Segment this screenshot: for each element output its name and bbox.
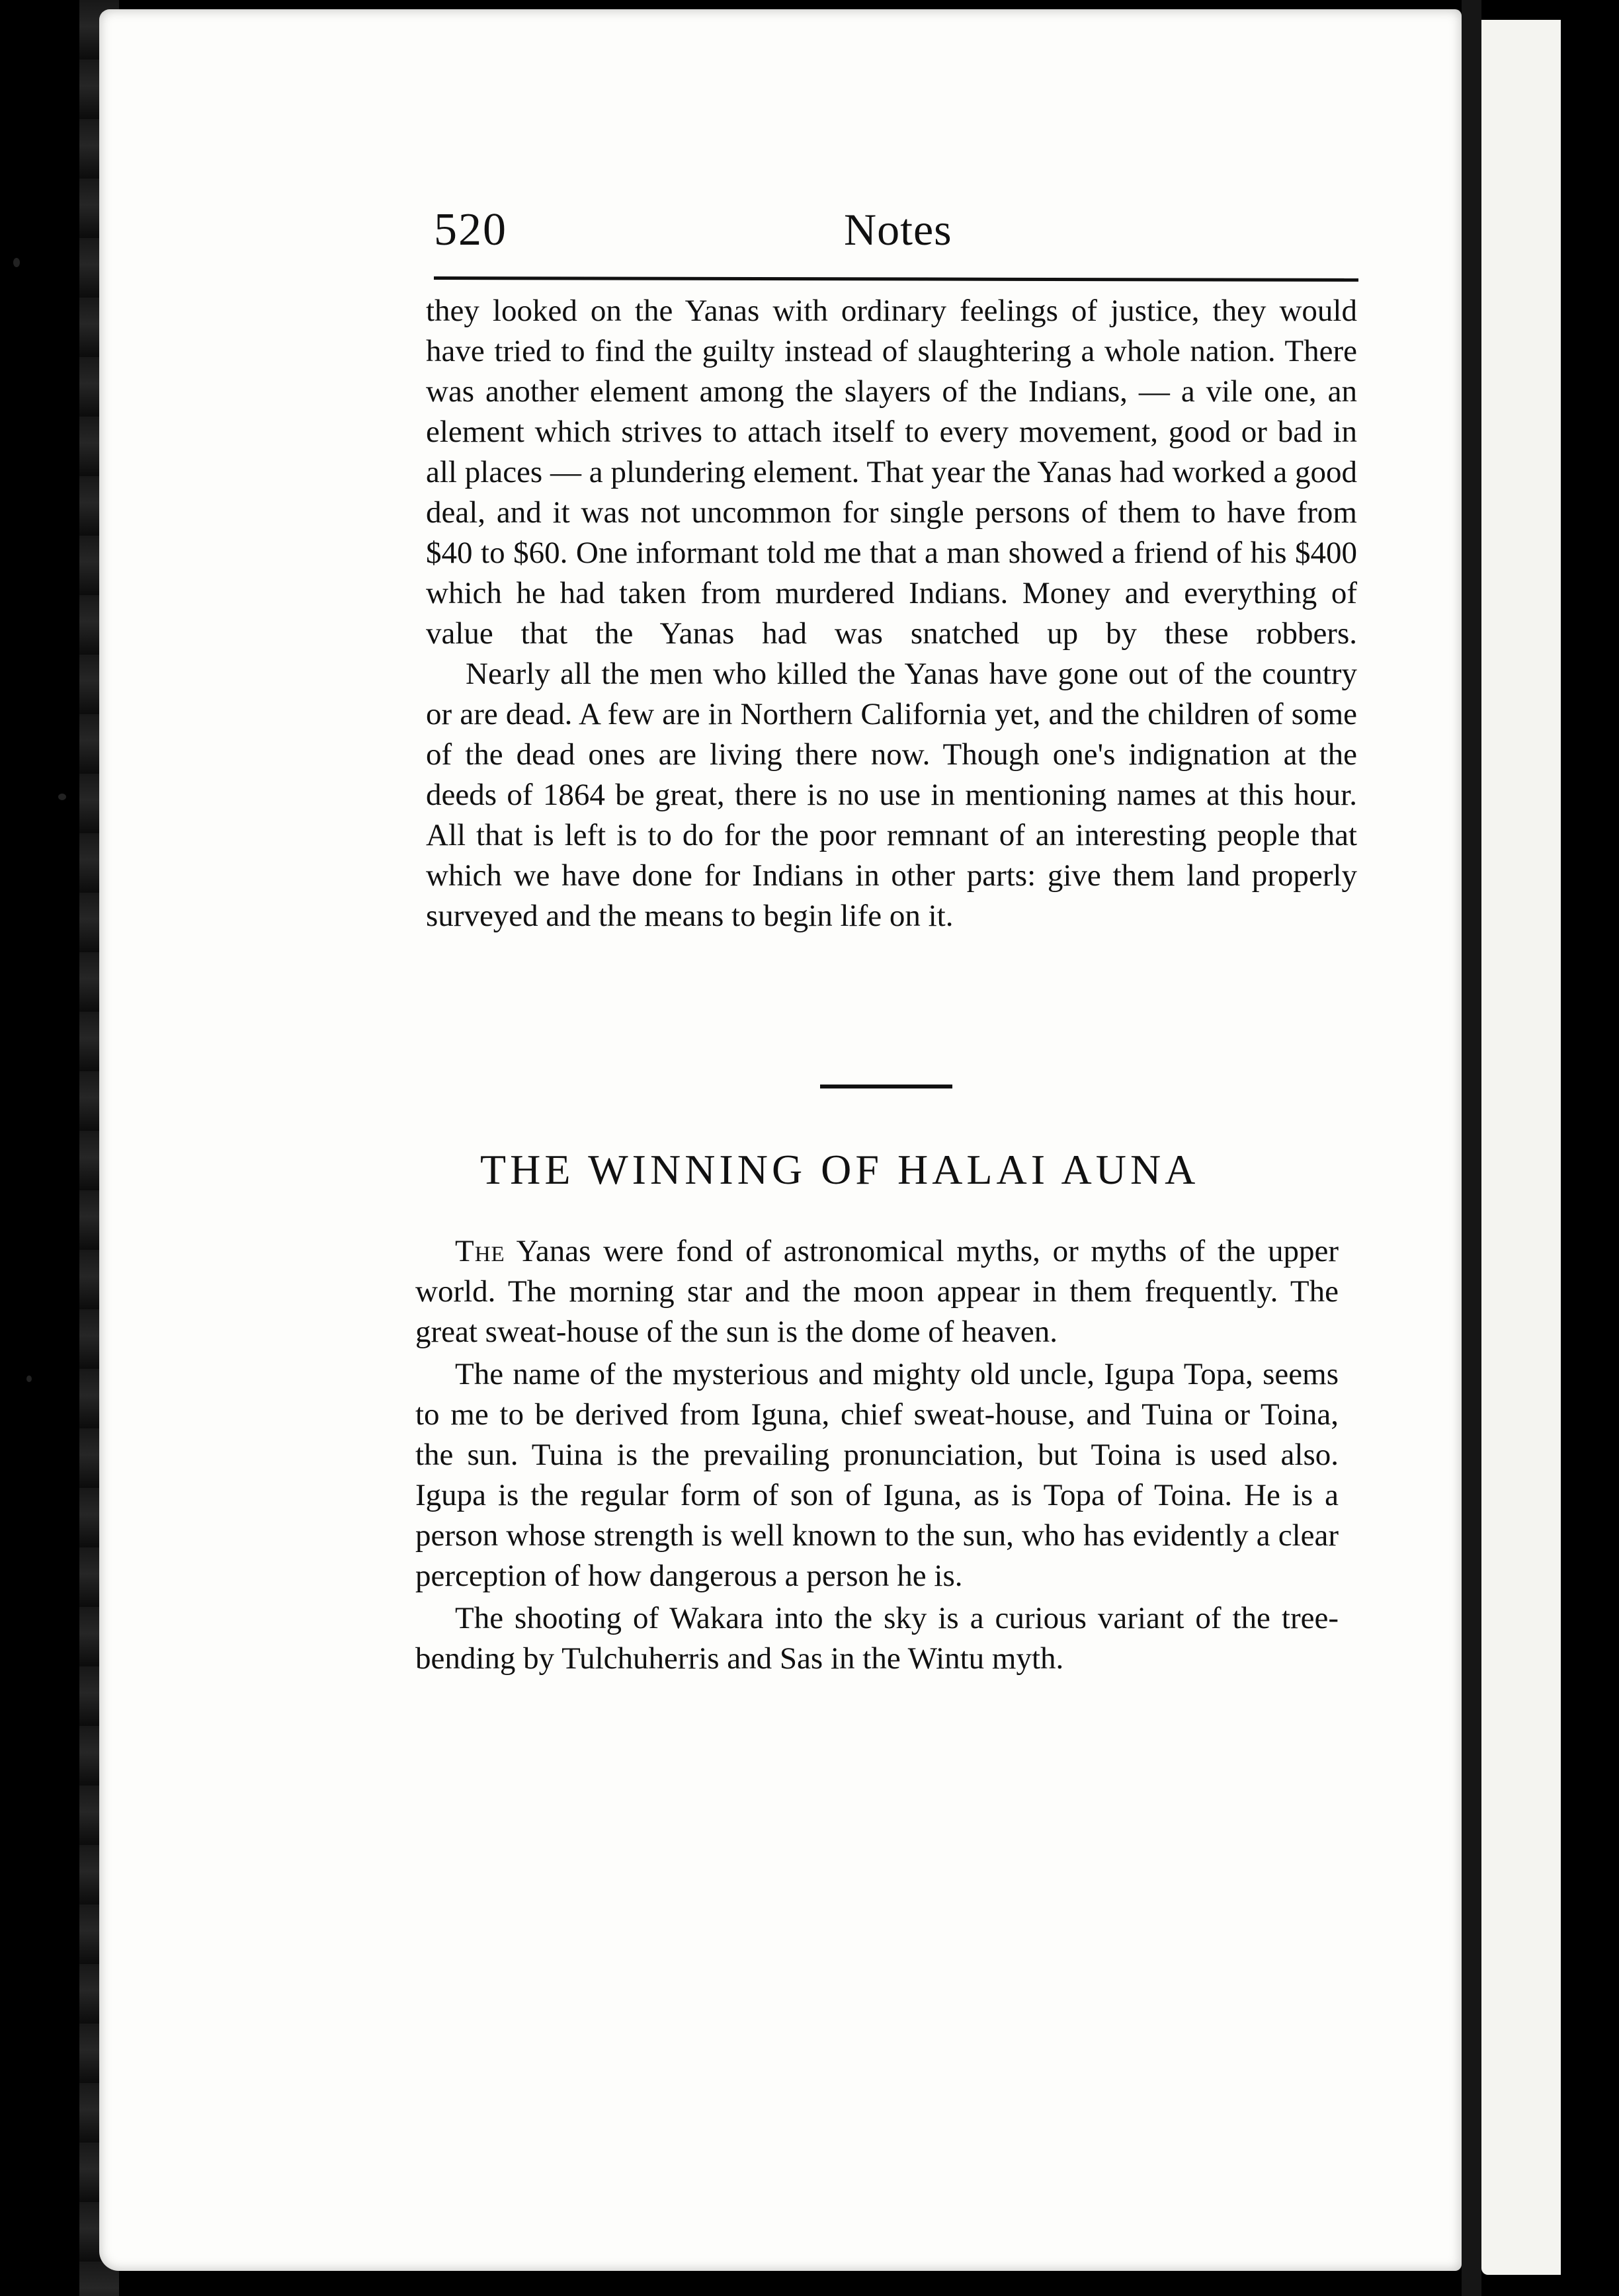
notes-continuation-text (426, 291, 1357, 936)
paragraph-text: Yanas were fond of astronomical myths, or myths of the upper world. The morning star and the moon appear in them frequently. The great sweat-house of the sun is the dome of heaven. (415, 1234, 1339, 1349)
margin-speck (26, 1375, 32, 1382)
paragraph (415, 1231, 1339, 1352)
section-divider (820, 1085, 952, 1088)
paragraph: The shooting of Wakara into the sky is a curious variant of the tree-bending by Tulchuherris and Sas in the Wintu myth. (415, 1601, 1339, 1676)
page-number: 520 (434, 204, 507, 255)
section-body-text (415, 1231, 1339, 1681)
gutter-shadow (1462, 0, 1481, 2296)
margin-speck (58, 794, 66, 800)
running-head: Notes (844, 204, 952, 255)
paragraph: Nearly all the men who killed the Yanas have gone out of the country or are dead. A few are in Northern California yet, and the children of some of the dead ones are living there now. Though one's indignation at the deeds of 1864 be great, there is no use in mentioning names at this hour. All that is left is to do for the poor remnant of an interesting people that which we have done for Indians in other parts: give them land properly surveyed and the means to begin life on it. (426, 657, 1357, 933)
margin-speck (13, 258, 20, 267)
paragraph: they looked on the Yanas with ordinary feelings of justice, they would have tried to find the guilty instead of slaughtering a whole nation. There was another element among the slayers of the Indians, — a vile one, an element which strives to attach itself to every movement, good or bad in all places — a plundering element. That year the Yanas had worked a good deal, and it was not uncommon for single persons of them to have from $40 to $60. One informant told me that a man showed a friend of his $400 which he had taken from murdered Indians. Money and everything of value that the Yanas had was snatched up by these robbers. (426, 294, 1357, 651)
facing-page-edge (1481, 20, 1561, 2275)
lead-word: The (455, 1234, 505, 1268)
paragraph: The name of the mysterious and mighty old uncle, Igupa Topa, seems to me to be derived from Iguna, chief sweat-house, and Tuina or Toina, the sun. Tuina is the prevailing pronunciation, but Toina is used also. Igupa is the regular form of son of Iguna, as is Topa of Toina. He is a person whose strength is well known to the sun, who has evidently a clear perception of how dangerous a person he is. (415, 1357, 1339, 1593)
section-title: THE WINNING OF HALAI AUNA (480, 1146, 1200, 1193)
page-header (434, 198, 1360, 278)
